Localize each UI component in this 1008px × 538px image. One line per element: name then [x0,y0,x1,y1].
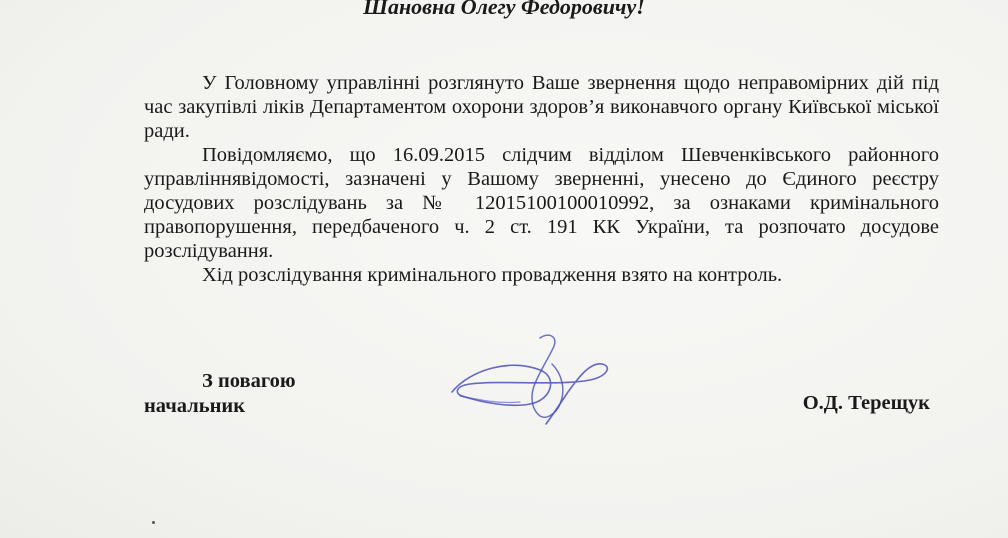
handwritten-signature [440,330,620,430]
paper-speck [152,521,155,524]
paragraph-1: У Головному управлінні розглянуто Ваше звернення щодо неправомірних дій під час закупівлі ліків Департаментом охорони здоров’я виконавчого органу Київської міської ради. [144,72,939,142]
signer-position: начальник [144,395,246,417]
closing-greeting: З повагою [202,370,296,392]
closing-block [144,367,296,420]
letter-body [144,71,939,287]
paragraph-2: Повідомляємо, що 16.09.2015 слідчим відділом Шевченківського районного управліннявідомості, зазначені у Вашому зверненні, унесено до Єдиного реєстру досудових розслідувань за № 12015100100010992, за ознаками кримінального правопорушення, передбаченого ч. 2 ст. 191 КК України, та розпочато досудове розслідування. [144,144,939,262]
signer-name: О.Д. Терещук [802,392,930,414]
paragraph-3: Хід розслідування кримінального провадження взято на контроль. [202,264,783,286]
salutation: Шановна Олегу Федоровичу! [363,0,645,19]
